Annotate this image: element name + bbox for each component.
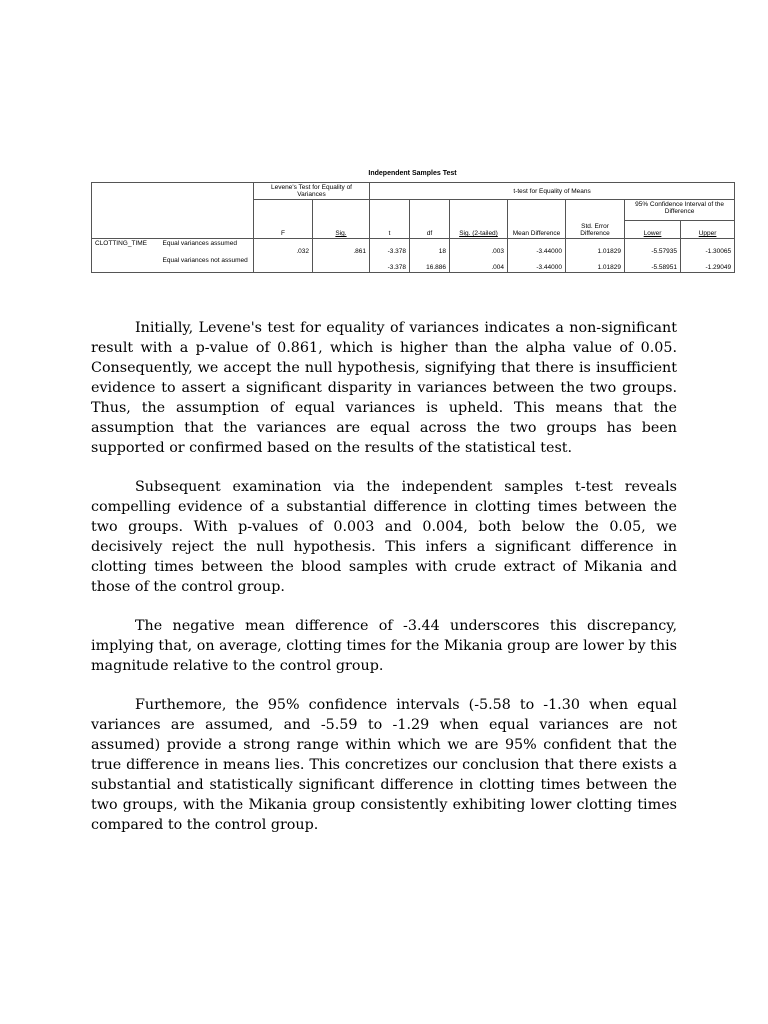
table-title: Independent Samples Test <box>368 170 457 177</box>
upper-value: -1.30065 <box>681 239 735 256</box>
col-lower-header: Lower <box>625 221 681 239</box>
std-err-value: 1.01829 <box>566 256 625 273</box>
paragraph-confidence-interval: Furthemore, the 95% confidence intervals (-5.58 to -1.30 when equal variances are assumed, and -5.59 to -1.29 when equal variances are not assumed) provide a strong range within which we are 95% confident that the true difference in means lies. This concretizes our conclusion that there exists a substantial and statistically significant difference in clotting times between the two groups, with the Mikania group consistently exhibiting lower clotting times compared to the control group. <box>91 697 677 833</box>
col-sig-header: Sig. <box>313 221 370 239</box>
paragraph-levene: Initially, Levene's test for equality of variances indicates a non-significant result with a p-value of 0.861, which is higher than the alpha value of 0.05. Consequently, we accept the null hypothesis, signifying that there is insufficient evidence to assert a significant disparity in variances between the two groups. Thus, the assumption of equal variances is upheld. This means that the assumption that the variances are equal across the two groups has been supported or confirmed based on the results of the statistical test. <box>91 320 677 456</box>
mean-diff-value: -3.44000 <box>508 239 566 256</box>
row-label: Equal variances assumed <box>160 239 254 256</box>
paragraph-ttest: Subsequent examination via the independent samples t-test reveals compelling evidence of a substantial difference in clotting times between the two groups. With p-values of 0.003 and 0.004, both below the 0.05, we decisively reject the null hypothesis. This infers a significant difference in clotting times between the blood samples with crude extract of Mikania and those of the control group. <box>91 479 677 595</box>
table-row <box>92 239 735 256</box>
f-value: .032 <box>254 239 313 256</box>
corner-cell <box>92 221 254 239</box>
sig-value <box>313 256 370 273</box>
sig2-value: .003 <box>450 239 508 256</box>
spacer-cell <box>508 200 566 221</box>
lower-value: -5.57935 <box>625 239 681 256</box>
sig-value: .861 <box>313 239 370 256</box>
spacer-cell <box>254 200 313 221</box>
spacer-cell <box>566 200 625 221</box>
col-mean-diff-header: Mean Difference <box>508 221 566 239</box>
col-t-header: t <box>370 221 410 239</box>
col-upper-header: Upper <box>681 221 735 239</box>
upper-value: -1.29049 <box>681 256 735 273</box>
table-row <box>92 256 735 273</box>
lower-value: -5.58951 <box>625 256 681 273</box>
variable-label: CLOTTING_TIME <box>92 239 160 256</box>
col-sig2-header: Sig. (2-tailed) <box>450 221 508 239</box>
corner-cell <box>92 183 254 200</box>
df-value: 18 <box>410 239 450 256</box>
row-label: Equal variances not assumed <box>160 256 254 273</box>
df-value: 16.886 <box>410 256 450 273</box>
body-text <box>91 318 677 854</box>
std-err-value: 1.01829 <box>566 239 625 256</box>
variable-label-empty <box>92 256 160 273</box>
corner-cell <box>92 200 254 221</box>
spacer-cell <box>410 200 450 221</box>
ci-header: 95% Confidence Interval of the Difference <box>625 200 735 221</box>
f-value <box>254 256 313 273</box>
levene-header: Levene's Test for Equality of Variances <box>254 183 370 200</box>
col-f-header: F <box>254 221 313 239</box>
spacer-cell <box>370 200 410 221</box>
paragraph-mean-difference: The negative mean difference of -3.44 underscores this discrepancy, implying that, on average, clotting times for the Mikania group are lower by this magnitude relative to the control group. <box>91 618 677 674</box>
t-value: -3.378 <box>370 256 410 273</box>
col-df-header: df <box>410 221 450 239</box>
spacer-cell <box>450 200 508 221</box>
ttest-header: t-test for Equality of Means <box>370 183 735 200</box>
col-std-err-header: Std. Error Difference <box>566 221 625 239</box>
t-value: -3.378 <box>370 239 410 256</box>
sig2-value: .004 <box>450 256 508 273</box>
mean-diff-value: -3.44000 <box>508 256 566 273</box>
independent-samples-test-table <box>91 182 735 273</box>
spacer-cell <box>313 200 370 221</box>
